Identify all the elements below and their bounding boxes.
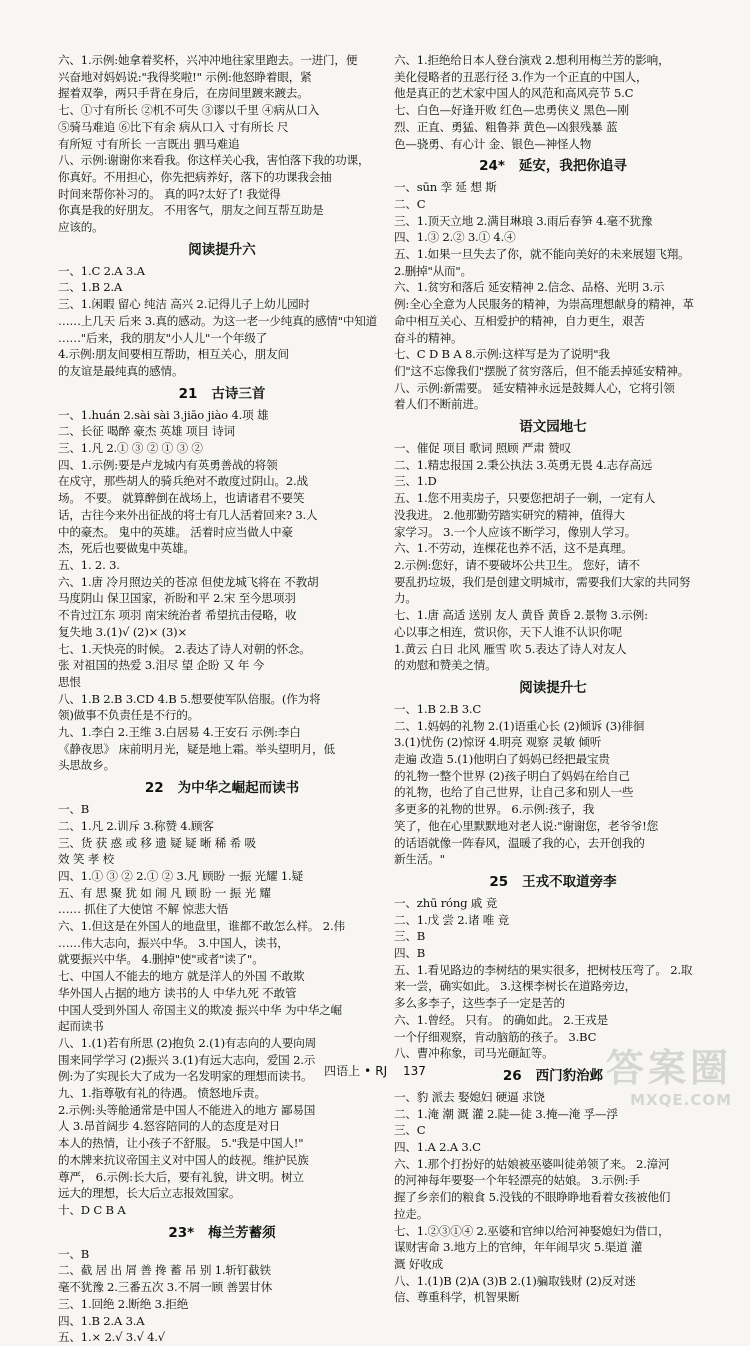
answer-line: 兴奋地对妈妈说:"我得奖啦!" 示例:他怒睁着眼，紧 xyxy=(58,69,312,84)
answer-line: 一个仔细观察，肯动脑筋的孩子。 3.BC xyxy=(394,1029,597,1044)
answer-line: 八、1.(1)若有所思 (2)抱负 2.(1)有志向的人要向周 xyxy=(58,1035,317,1050)
right-block-4 xyxy=(394,701,712,868)
answer-line: 九、1.李白 2.王维 3.白居易 4.王安石 示例:李白 xyxy=(58,725,301,740)
section-heading-garden-7 xyxy=(394,416,712,438)
answer-line: 美化侵略者的丑恶行径 3.作为一个正直的中国人， xyxy=(394,69,648,84)
answer-line: 八、1.B 2.B 3.CD 4.B 5.想要使军队倍服。(作为将 xyxy=(58,691,321,706)
answer-line: ⑤骑马难追 ⑥比下有余 病从口入 寸有所长 尺 xyxy=(58,119,289,134)
lesson-title: 梅兰芳蓄须 xyxy=(208,1224,276,1241)
answer-line: 五、有 思 聚 犹 如 闹 凡 顾 盼 一 振 光 耀 xyxy=(58,885,271,900)
answer-line: 六、1.唐 冷月照边关的苍凉 但使龙城飞将在 不教胡 xyxy=(58,574,319,589)
answer-line: 领)做事不负责任是不行的。 xyxy=(58,708,200,723)
answer-line: 在戍守，那些胡人的骑兵绝对不敢度过阴山。2.战 xyxy=(58,474,308,489)
answer-line: …… 抓住了大使馆 不解 惊悲大悟 xyxy=(58,902,228,917)
answer-line: 家学习。 3.一个人应该不断学习，像别人学习。 xyxy=(394,524,637,539)
right-block-5 xyxy=(394,895,712,1062)
answer-line: 六、1.不劳动，连棵花也养不活，这不是真理。 xyxy=(394,541,633,556)
answer-line: 七、1.②③①④ 2.巫婆和官绅以给河神娶媳妇为借口， xyxy=(394,1223,670,1238)
answer-line: 三、1.回绝 2.断绝 3.拒绝 xyxy=(58,1296,189,1311)
answer-line: 中国人受到外国人 帝国主义的欺凌 振兴中华 为中华之崛 xyxy=(58,1002,342,1017)
answer-line: 四、1.A 2.A 3.C xyxy=(394,1140,481,1155)
answer-line: 一、催促 项目 歌词 照顾 严肃 赞叹 xyxy=(394,441,571,456)
answer-line: 六、1.贫穷和落后 延安精神 2.信念、品格、光明 3.示 xyxy=(394,280,665,295)
section-heading-title: 阅读提升七 xyxy=(519,679,587,696)
answer-line: 的友谊是最纯真的感情。 xyxy=(58,363,184,378)
answer-line: 三、1.D xyxy=(394,474,437,489)
answer-line: 色—骁勇、有心计 金、银色—神怪人物 xyxy=(394,136,592,151)
answer-line: 人 3.昂首阔步 4.怒容陪同的人的态度是对日 xyxy=(58,1119,280,1134)
answer-line: 复失地 3.(1)√ (2)× (3)× xyxy=(58,624,187,639)
answer-line: 二、1.妈妈的礼物 2.(1)语重心长 (2)倾诉 (3)徘徊 xyxy=(394,718,645,733)
answer-line: 的木牌来抗议帝国主义对中国人的歧视。维护民族 xyxy=(58,1152,309,1167)
answer-line: 毫不犹豫 2.三番五次 3.不屑一顾 善罢甘休 xyxy=(58,1280,273,1295)
answer-line: 一、B xyxy=(58,802,90,817)
answer-line: 尊严， 6.示例:长大后，要有礼貌，讲文明。树立 xyxy=(58,1169,304,1184)
answer-line: 的话语就像一阵春风，温暖了我的心，去开创我的 xyxy=(394,835,645,850)
answer-line: 七、C D B A 8.示例:这样写是为了说明"我 xyxy=(394,347,610,362)
left-block-2 xyxy=(58,263,386,380)
answer-line: 六、1.曾经。 只有。 的确如此。 2.王戎是 xyxy=(394,1012,609,1027)
answer-line: 华外国人占据的地方 读书的人 中华九死 不敢管 xyxy=(58,985,297,1000)
answer-line: 时间来帮你补习的。 真的吗?太好了! 我觉得 xyxy=(58,186,281,201)
answer-line: 一、1.B 2.B 3.C xyxy=(394,701,482,716)
answer-line: 笑了，他在心里默默地对老人说:"谢谢您，老爷爷!您 xyxy=(394,818,658,833)
answer-line: 的礼物，也给了自己世界，让自己多和别人一些 xyxy=(394,785,634,800)
answer-line: 4.示例:朋友间要相互帮助，相互关心，朋友间 xyxy=(58,347,289,362)
section-heading-lesson-21 xyxy=(58,383,386,405)
right-block-6 xyxy=(394,1089,712,1306)
answer-line: 围来同学学习 (2)振兴 3.(1)有远大志向，爱国 2.示 xyxy=(58,1052,316,1067)
lesson-title: 为中华之崛起而读书 xyxy=(177,780,300,797)
answer-line: 头思故乡。 xyxy=(58,758,115,773)
answer-line: ……"后来，我的朋友"小人儿"一个年级了 xyxy=(58,330,268,345)
answer-line: 二、截 居 出 屑 善 搀 蓄 吊 别 1.斩钉截铁 xyxy=(58,1263,271,1278)
answer-line: 九、1.指尊敬有礼的待遇。 愤怒地斥责。 xyxy=(58,1086,266,1101)
answer-line: 四、1.B 2.A 3.A xyxy=(58,1313,145,1328)
answer-line: 五、1.您不用卖房子，只要您把胡子一剃，一定有人 xyxy=(394,491,656,506)
section-heading-lesson-23 xyxy=(58,1222,386,1244)
answer-line: 一、B xyxy=(58,1246,90,1261)
answer-line: 马度阴山 保卫国家，祈盼和平 2.宋 至今思项羽 xyxy=(58,591,296,606)
answer-line: 来一尝，确实如此。 3.这棵李树长在道路旁边， xyxy=(394,979,637,994)
answer-line: 们"这不忘像我们"摆脱了贫穷落后，但不能丢掉延安精神。 xyxy=(394,363,690,378)
lesson-title: 王戎不取道旁李 xyxy=(522,873,617,890)
answer-line: 效 笑 孝 校 xyxy=(58,852,115,867)
answer-line: 张 对祖国的热爱 3.泪尽 望 企盼 又 年 今 xyxy=(58,658,264,673)
watermark-text: 答案圈 xyxy=(605,1046,732,1090)
answer-line: 2.示例:头等舱通常是中国人不能进入的地方 鄙易国 xyxy=(58,1102,316,1117)
answer-line: 例:为了实现长大了成为一名发明家的理想而读书。 xyxy=(58,1069,313,1084)
answer-line: 四、1.示例:要是卢龙城内有英勇善战的将领 xyxy=(58,457,278,472)
footer-edition: RJ xyxy=(375,1064,388,1078)
answer-line: 杰，死后也要做鬼中英雄。 xyxy=(58,541,195,556)
answer-line: 六、1.但这是在外国人的地盘里，谁都不敢怎么样。 2.伟 xyxy=(58,919,345,934)
lesson-number: 23* xyxy=(168,1224,195,1241)
right-block-2 xyxy=(394,179,712,413)
answer-line: 信、尊重科学，机智果断 xyxy=(394,1290,520,1305)
answer-line: 烈、正直、勇猛、粗鲁莽 黄色—凶狠残暴 蓝 xyxy=(394,119,618,134)
lesson-number: 25 xyxy=(489,873,509,890)
answer-line: 握了乡亲们的粮食 5.没钱的不眼睁睁地看着女孩被他们 xyxy=(394,1190,671,1205)
answer-line: 三、B xyxy=(394,929,426,944)
answer-line: 多么多李子，这些李子一定是苦的 xyxy=(394,996,565,1011)
answer-line: 应该的。 xyxy=(58,220,104,235)
section-heading-reading-6 xyxy=(58,239,386,261)
answer-line: 例:全心全意为人民服务的精神，为崇高理想献身的精神，革 xyxy=(394,297,694,312)
right-block-1 xyxy=(394,52,712,152)
answer-line: 本人的热情，让小孩子不舒服。 5."我是中国人!" xyxy=(58,1136,304,1151)
answer-line: 三、货 获 惑 或 移 遗 疑 疑 晰 稀 希 吸 xyxy=(58,835,256,850)
answer-line: 四、1.① ③ ② 2.① ② 3.凡 顾盼 一振 光耀 1.疑 xyxy=(58,868,303,883)
answer-line: 走遍 改造 5.(1)他明白了妈妈已经把最宝贵 xyxy=(394,752,610,767)
answer-line: 奋斗的精神。 xyxy=(394,330,463,345)
section-heading-lesson-22 xyxy=(58,777,386,799)
answer-line: 有所短 寸有所长 一言既出 驷马难追 xyxy=(58,136,240,151)
answer-line: 十、D C B A xyxy=(58,1203,126,1217)
answer-line: 二、C xyxy=(394,196,426,211)
answer-line: 的河神每年要娶一个年轻漂亮的姑娘。 3.示例:手 xyxy=(394,1173,640,1188)
answer-line: 三、1.闲暇 留心 纯洁 高兴 2.记得儿子上幼儿园时 xyxy=(58,297,310,312)
answer-line: 的劝慰和赞美之情。 xyxy=(394,658,497,673)
answer-line: 要乱扔垃圾，我们是创建文明城市，需要我们大家的共同努 xyxy=(394,574,691,589)
answer-line: 二、1.凡 2.训斥 3.称赞 4.顾客 xyxy=(58,818,214,833)
answer-line: 力。 xyxy=(394,591,417,606)
answer-line: 远大的理想，长大后立志报效国家。 xyxy=(58,1186,241,1201)
answer-line: 2.示例:您好，请不要破坏公共卫生。 您好，请不 xyxy=(394,557,640,572)
left-block-1 xyxy=(58,52,386,236)
answer-line: 五、1.如果一旦失去了你，就不能向美好的未来展翅飞翔。 xyxy=(394,247,690,262)
answer-line: 二、1.B 2.A xyxy=(58,280,123,295)
answer-line: 五、1.看见路边的李树结的果实很多，把树枝压弯了。 2.取 xyxy=(394,962,693,977)
lesson-title: 西门豹治邺 xyxy=(535,1067,604,1084)
answer-line: 中的豪杰。 鬼中的英雄。 活着时应当做人中豪 xyxy=(58,524,293,539)
left-block-3 xyxy=(58,407,386,774)
answer-line: 二、长征 喝醉 豪杰 英雄 项目 诗词 xyxy=(58,424,235,439)
answer-line: 他是真正的艺术家中国人的风范和高风亮节 5.C xyxy=(394,86,634,101)
answer-line: 五、1. 2. 3. xyxy=(58,557,120,572)
page-footer: 四语上 • RJ 137 xyxy=(324,1064,426,1078)
answer-line: 起而读书 xyxy=(58,1019,104,1034)
answer-line: 三、1.顶天立地 2.满目琳琅 3.雨后春笋 4.毫不犹豫 xyxy=(394,213,653,228)
answer-line: 三、C xyxy=(394,1123,426,1138)
answer-line: 二、1.戊 尝 2.诸 唯 竞 xyxy=(394,912,510,927)
lesson-number: 26 xyxy=(502,1067,522,1084)
answer-line: 七、1.唐 高适 送别 友人 黄昏 黄昏 2.景物 3.示例: xyxy=(394,608,648,623)
answer-line: 多更多的礼物的世界。 6.示例:孩子，我 xyxy=(394,802,595,817)
answer-line: 思恨 xyxy=(58,674,81,689)
answer-line: 拉走。 xyxy=(394,1206,429,1221)
answer-line: 八、示例:新需要。 延安精神永远是鼓舞人心，它将引领 xyxy=(394,380,675,395)
answer-line: 七、中国人不能去的地方 就是洋人的外国 不敢欺 xyxy=(58,969,305,984)
right-block-3 xyxy=(394,440,712,674)
answer-line: 二、1.精忠报国 2.秉公执法 3.英勇无畏 4.志存高远 xyxy=(394,457,653,472)
answer-line: 一、sūn 孪 延 想 斯 xyxy=(394,180,497,195)
answer-line: 的礼物一整个世界 (2)孩子明白了妈妈在给自己 xyxy=(394,768,630,783)
answer-line: 三、1.凡 2.① ③ ② ① ③ ② xyxy=(58,441,203,456)
section-heading-title: 阅读提升六 xyxy=(188,241,256,258)
answer-line: 命中相互关心、互相爱护的精神，自力更生，艰苦 xyxy=(394,313,645,328)
answer-line: 一、1.huán 2.sài sài 3.jiāo jiào 4.项 雄 xyxy=(58,407,269,422)
answer-line: 四、B xyxy=(394,946,426,961)
answer-line: 场。 不要。 就算醉倒在战场上，也请诸君不要笑 xyxy=(58,491,305,506)
answer-line: 一、zhū róng 戚 竞 xyxy=(394,895,498,910)
answer-line: 七、白色—好逢开败 红色—忠勇侠义 黑色—刚 xyxy=(394,103,629,118)
answer-line: 2.删掉"从而"。 xyxy=(394,263,472,278)
answer-line: 一、1.C 2.A 3.A xyxy=(58,263,145,278)
footer-subject: 四语上 xyxy=(324,1064,361,1078)
answer-line: 六、1.拒绝给日本人登台演戏 2.想利用梅兰芳的影响， xyxy=(394,53,670,67)
answer-line: 着人们不断前进。 xyxy=(394,397,486,412)
answer-line: 你真好。不用担心，你先把病养好，落下的功课我会抽 xyxy=(58,169,332,184)
section-heading-lesson-24 xyxy=(394,155,712,177)
footer-page-number: 137 xyxy=(402,1064,426,1078)
answer-line: 你真是我的好朋友。 不用客气，朋友之间互帮互助是 xyxy=(58,203,324,218)
answer-line: 不肯过江东 项羽 南宋统治者 希望抗击侵略，收 xyxy=(58,608,297,623)
answer-line: 握着双拳，两只手背在身后，在房间里踱来踱去。 xyxy=(58,86,309,101)
section-heading-title: 语文园地七 xyxy=(519,419,587,436)
answer-line: ……伟大志向，振兴中华。 3.中国人，读书， xyxy=(58,935,289,950)
answer-line: 话，古往今来外出征战的将士有几人活着回来? 3.人 xyxy=(58,507,318,522)
lesson-number: 24* xyxy=(479,158,505,175)
answer-line: 七、①寸有所长 ②机不可失 ③谬以千里 ④病从口入 xyxy=(58,103,320,118)
answer-line: 心以事之相连，赏识你，天下人谁不认识你呢 xyxy=(394,624,622,639)
answer-line: 谋财害命 3.地方上的官绅，年年闹旱灾 5.渠道 灌 xyxy=(394,1240,643,1255)
answer-line: ……上几天 后来 3.真的感动。为这一老一少纯真的感情"中知道 xyxy=(58,313,378,328)
answer-line: 1.黄云 白日 北风 雁雪 吹 5.表达了诗人对友人 xyxy=(394,641,627,656)
answer-line: 八、曹冲称象，司马光砸缸等。 xyxy=(394,1046,554,1061)
answer-line: 3.(1)忧伤 (2)惊讶 4.明亮 观察 灵敏 倾听 xyxy=(394,735,602,750)
answer-line: 就要振兴中华。 4.删掉"使"或者"读了"。 xyxy=(58,952,264,967)
answer-line: 六、1.那个打扮好的姑娘被巫婆叫徒弟领了来。 2.漳河 xyxy=(394,1156,670,1171)
left-block-5 xyxy=(58,1246,386,1346)
answer-line: 溉 好收成 xyxy=(394,1257,444,1271)
section-heading-reading-7 xyxy=(394,677,712,699)
answer-line: 《静夜思》 床前明月光，疑是地上霜。举头望明月，低 xyxy=(58,741,335,756)
lesson-number: 22 xyxy=(144,780,164,797)
answer-line: 八、示例:谢谢你来看我。你这样关心我，害怕落下我的功课， xyxy=(58,153,370,168)
answer-line: 六、1.示例:她拿着奖杯，兴冲冲地往家里跑去。一进门，便 xyxy=(58,53,358,67)
answer-line: 没我进。 2.他那勤劳踏实研究的精神，值得大 xyxy=(394,507,625,522)
lesson-title: 延安，我把你追寻 xyxy=(518,158,627,175)
lesson-number: 21 xyxy=(178,385,198,402)
answer-line: 新生活。" xyxy=(394,852,445,867)
watermark-url: MXQE.COM xyxy=(630,1091,732,1109)
answer-line: 七、1.天快亮的时候。 2.表达了诗人对朝的怀念。 xyxy=(58,641,311,656)
left-block-4 xyxy=(58,801,386,1219)
answer-line: 四、1.③ 2.② 3.① 4.④ xyxy=(394,230,516,245)
section-heading-lesson-25 xyxy=(394,871,712,893)
answer-line: 二、1.淹 潮 溉 灌 2.陡—徒 3.掩—淹 孚—浮 xyxy=(394,1106,618,1121)
answer-line: 一、豹 派去 娶媳妇 硬逼 求饶 xyxy=(394,1089,545,1104)
answer-line: 五、1.× 2.√ 3.√ 4.√ xyxy=(58,1330,165,1345)
watermark-logo xyxy=(582,1045,732,1115)
answer-line: 八、1.(1)B (2)A (3)B 2.(1)骗取钱财 (2)反对迷 xyxy=(394,1273,636,1288)
lesson-title: 古诗三首 xyxy=(211,385,266,402)
